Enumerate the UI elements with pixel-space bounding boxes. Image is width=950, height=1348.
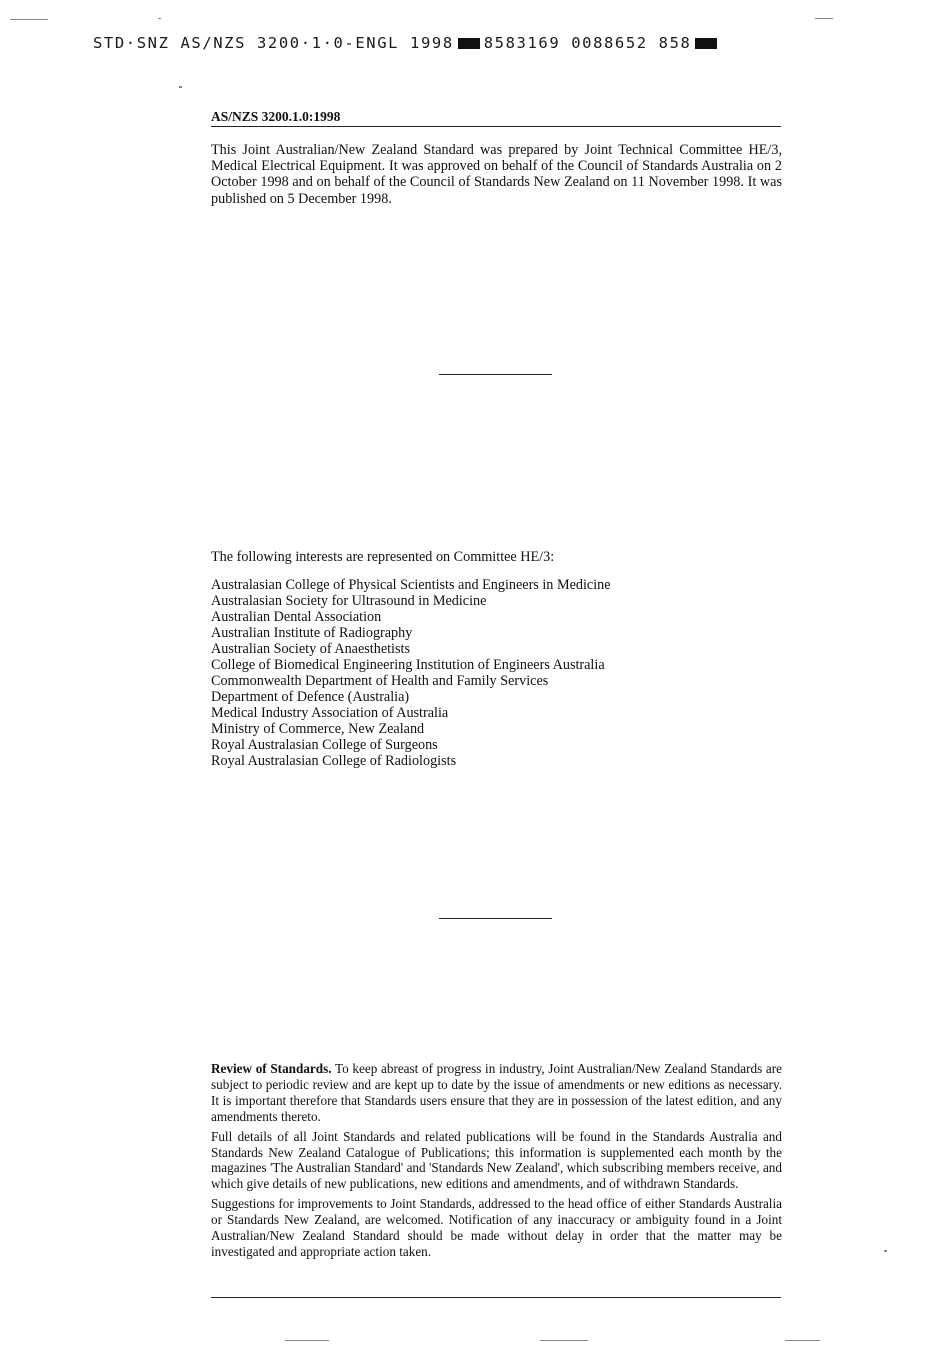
scan-speck: [540, 1340, 588, 1341]
review-title: Review of Standards.: [211, 1061, 332, 1076]
section-divider: [439, 918, 552, 919]
list-item: Australian Institute of Radiography: [211, 625, 413, 641]
scan-code: 8583169 0088652 858: [483, 34, 692, 52]
review-paragraph-2: Full details of all Joint Standards and related publications will be found in the Standards Australia and Standards New Zealand Catalogue of Publications; this information is supplemented each month by the magazines 'The Australian Standard' and 'Standards New Zealand', which subscribing members receive, and which give details of new publications, new editions and amendments, and of withdrawn Standards.: [211, 1128, 782, 1192]
list-item: Ministry of Commerce, New Zealand: [211, 721, 425, 737]
bottom-rule: [211, 1297, 781, 1298]
list-item: Australian Society of Anaesthetists: [211, 641, 410, 657]
barcode-block-icon: [458, 38, 480, 49]
scan-speck: [10, 19, 48, 20]
standard-number-heading: AS/NZS 3200.1.0:1998: [211, 109, 341, 124]
scan-speck: [158, 18, 161, 19]
interests-intro: The following interests are represented on Committee HE/3:: [211, 549, 555, 565]
scan-speck: [179, 86, 182, 88]
interests-list: [211, 577, 611, 769]
scan-speck: [815, 18, 833, 19]
scan-speck: [285, 1340, 329, 1341]
review-paragraph-1-text: To keep abreast of progress in industry, Joint Australian/New Zealand Standards are subject to periodic review and are kept up to date by the issue of amendments or new editions as necessary. It is important therefore that Standards users ensure that they are in possession of the latest edition, and any amendments thereto.: [211, 1061, 783, 1124]
list-item: Royal Australasian College of Surgeons: [211, 737, 438, 753]
section-divider: [439, 374, 552, 375]
scan-speck: [884, 1250, 887, 1252]
list-item: Royal Australasian College of Radiologists: [211, 753, 457, 769]
review-of-standards: [211, 1061, 782, 1264]
scan-header-line: [93, 34, 721, 52]
list-item: Australasian Society for Ultrasound in Medicine: [211, 593, 487, 609]
scan-header-text: STD·SNZ AS/NZS 3200·1·0-ENGL 1998: [93, 34, 454, 52]
preparation-paragraph: This Joint Australian/New Zealand Standard was prepared by Joint Technical Committee HE/3, Medical Electrical Equipment. It was approved on behalf of the Council of Standards Australia on 2 October 1998 and on behalf of the Council of Standards New Zealand on 11 November 1998. It was published on 5 December 1998.: [211, 142, 782, 207]
list-item: Department of Defence (Australia): [211, 689, 410, 705]
review-paragraph-3: Suggestions for improvements to Joint Standards, addressed to the head office of either Standards Australia or Standards New Zealand, are welcomed. Notification of any inaccuracy or ambiguity found in a Joint Australian/New Zealand Standard should be made without delay in order that the matter may be investigated and appropriate action taken.: [211, 1196, 782, 1259]
barcode-block-icon: [695, 38, 717, 49]
list-item: Medical Industry Association of Australia: [211, 705, 449, 721]
scan-speck: [785, 1340, 820, 1341]
heading-rule: [211, 126, 781, 127]
list-item: Commonwealth Department of Health and Family Services: [211, 673, 549, 689]
list-item: Australasian College of Physical Scientists and Engineers in Medicine: [211, 577, 611, 593]
list-item: Australian Dental Association: [211, 609, 382, 625]
list-item: College of Biomedical Engineering Institution of Engineers Australia: [211, 657, 605, 673]
review-paragraph-1: [211, 1061, 782, 1125]
